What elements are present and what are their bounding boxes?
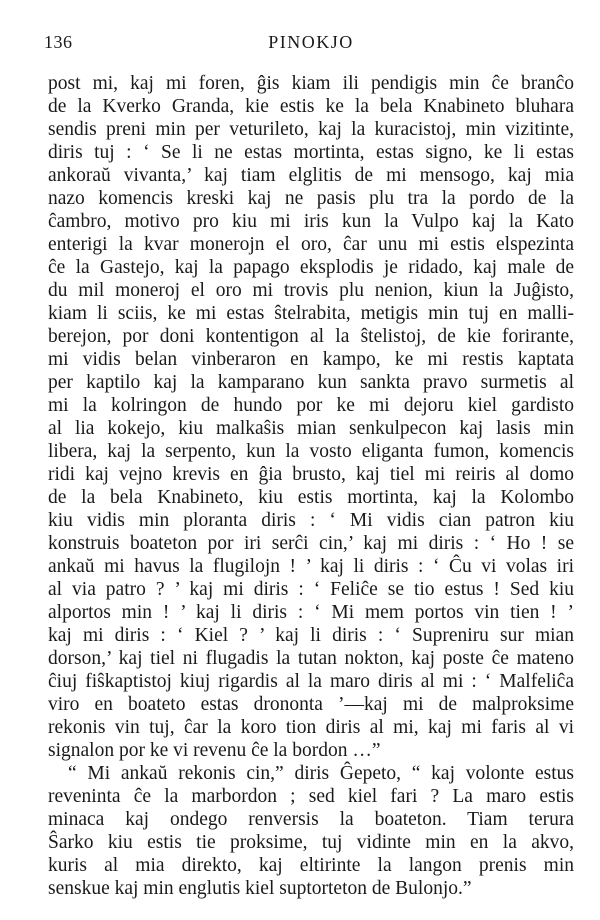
text-line: post mi, kaj mi foren, ĝis kiam ili pendigis min ĉe branĉo [48, 73, 574, 94]
text-line: libera, kaj la serpento, kun la vosto eliganta fumon, komencis [48, 441, 574, 462]
text-line: reveninta ĉe la marbordon ; sed kiel fari ? La maro estis [48, 786, 574, 807]
text-line: viro en boateto estas drononta ’—kaj mi de malproksime [48, 694, 574, 715]
text-line: signalon por ke vi revenu ĉe la bordon …” [48, 740, 381, 761]
text-line: ĉiuj fiŝkaptistoj kiuj rigardis al la maro diris al mi : ‘ Malfeliĉa [48, 671, 574, 692]
text-line: ridi kaj vejno krevis en ĝia brusto, kaj tiel mi reiris al domo [48, 464, 574, 485]
text-line: per kaptilo kaj la kamparano kun sankta pravo surmetis al [48, 372, 574, 393]
text-line: mi la kolringon de hundo por ke mi dejoru kiel gardisto [48, 395, 574, 416]
text-line: berejon, por doni kontentigon al la ŝtelistoj, de kie forirante, [48, 326, 574, 347]
text-line: du mil moneroj el oro mi trovis plu nenion, kiun la Juĝisto, [48, 280, 574, 301]
text-line: de la Kverko Granda, kie estis ke la bela Knabineto bluhara [48, 96, 574, 117]
body-text [48, 72, 574, 900]
text-line: kaj mi diris : ‘ Kiel ? ’ kaj li diris : ‘ Supreniru sur mian [48, 625, 574, 646]
text-line: mi vidis belan vinberaron en kampo, ke mi restis kaptata [48, 349, 574, 370]
page-header [44, 28, 574, 58]
text-line: Ŝarko kiu estis tie proksime, tuj vidinte min en la akvo, [48, 832, 574, 853]
book-page [44, 28, 574, 900]
text-line: kiu vidis min ploranta diris : ‘ Mi vidis cian patron kiu [48, 510, 574, 531]
text-line: dorson,’ kaj tiel ni flugadis la tutan nokton, kaj poste ĉe mateno [48, 648, 574, 669]
text-line: ĉe la Gastejo, kaj la papago eksplodis je ridado, kaj male de [48, 257, 574, 278]
text-line: ankoraŭ vivanta,’ kaj tiam elglitis de mi mensogo, kaj mia [48, 165, 574, 186]
text-line: de la bela Knabineto, kiu estis mortinta, kaj la Kolombo [48, 487, 574, 508]
text-line: al lia kokejo, kiu malkaŝis mian senkulpecon kaj lasis min [48, 418, 574, 439]
text-line: kiam li sciis, ke mi estas ŝtelrabita, metigis min tuj en malli- [48, 303, 574, 324]
page-number: 136 [44, 32, 73, 52]
text-line: nazo komencis kreski kaj ne pasis plu tra la pordo de la [48, 188, 574, 209]
text-line: diris tuj : ‘ Se li ne estas mortinta, estas signo, ke li estas [48, 142, 574, 163]
text-line: konstruis boateton por iri serĉi cin,’ kaj mi diris : ‘ Ho ! se [48, 533, 574, 554]
text-line: alportos min ! ’ kaj li diris : ‘ Mi mem portos vin tien ! ’ [48, 602, 574, 623]
text-line: ankaŭ mi havus la flugilojn ! ’ kaj li diris : ‘ Ĉu vi volas iri [48, 556, 574, 577]
text-line: “ Mi ankaŭ rekonis cin,” diris Ĝepeto, “ kaj volonte estus [68, 763, 574, 784]
text-line: al via patro ? ’ kaj mi diris : ‘ Feliĉe se tio estus ! Sed kiu [48, 579, 574, 600]
text-line: minaca kaj ondego renversis la boateton. Tiam terura [48, 809, 574, 830]
text-line: ĉambro, motivo pro kiu mi iris kun la Vulpo kaj la Kato [48, 211, 574, 232]
running-title: PINOKJO [268, 32, 354, 52]
text-line: senskue kaj min englutis kiel suptorteton de Bulonjo.” [48, 878, 472, 899]
text-line: rekonis vin tuj, ĉar la koro tion diris al mi, kaj mi faris al vi [48, 717, 574, 738]
text-line: kuris al mia direkto, kaj eltirinte la langon prenis min [48, 855, 574, 876]
text-line: enterigi la kvar monerojn el oro, ĉar unu mi estis elspezinta [48, 234, 574, 255]
text-line: sendis preni min per veturileto, kaj la kuracistoj, min vizitinte, [48, 119, 574, 140]
